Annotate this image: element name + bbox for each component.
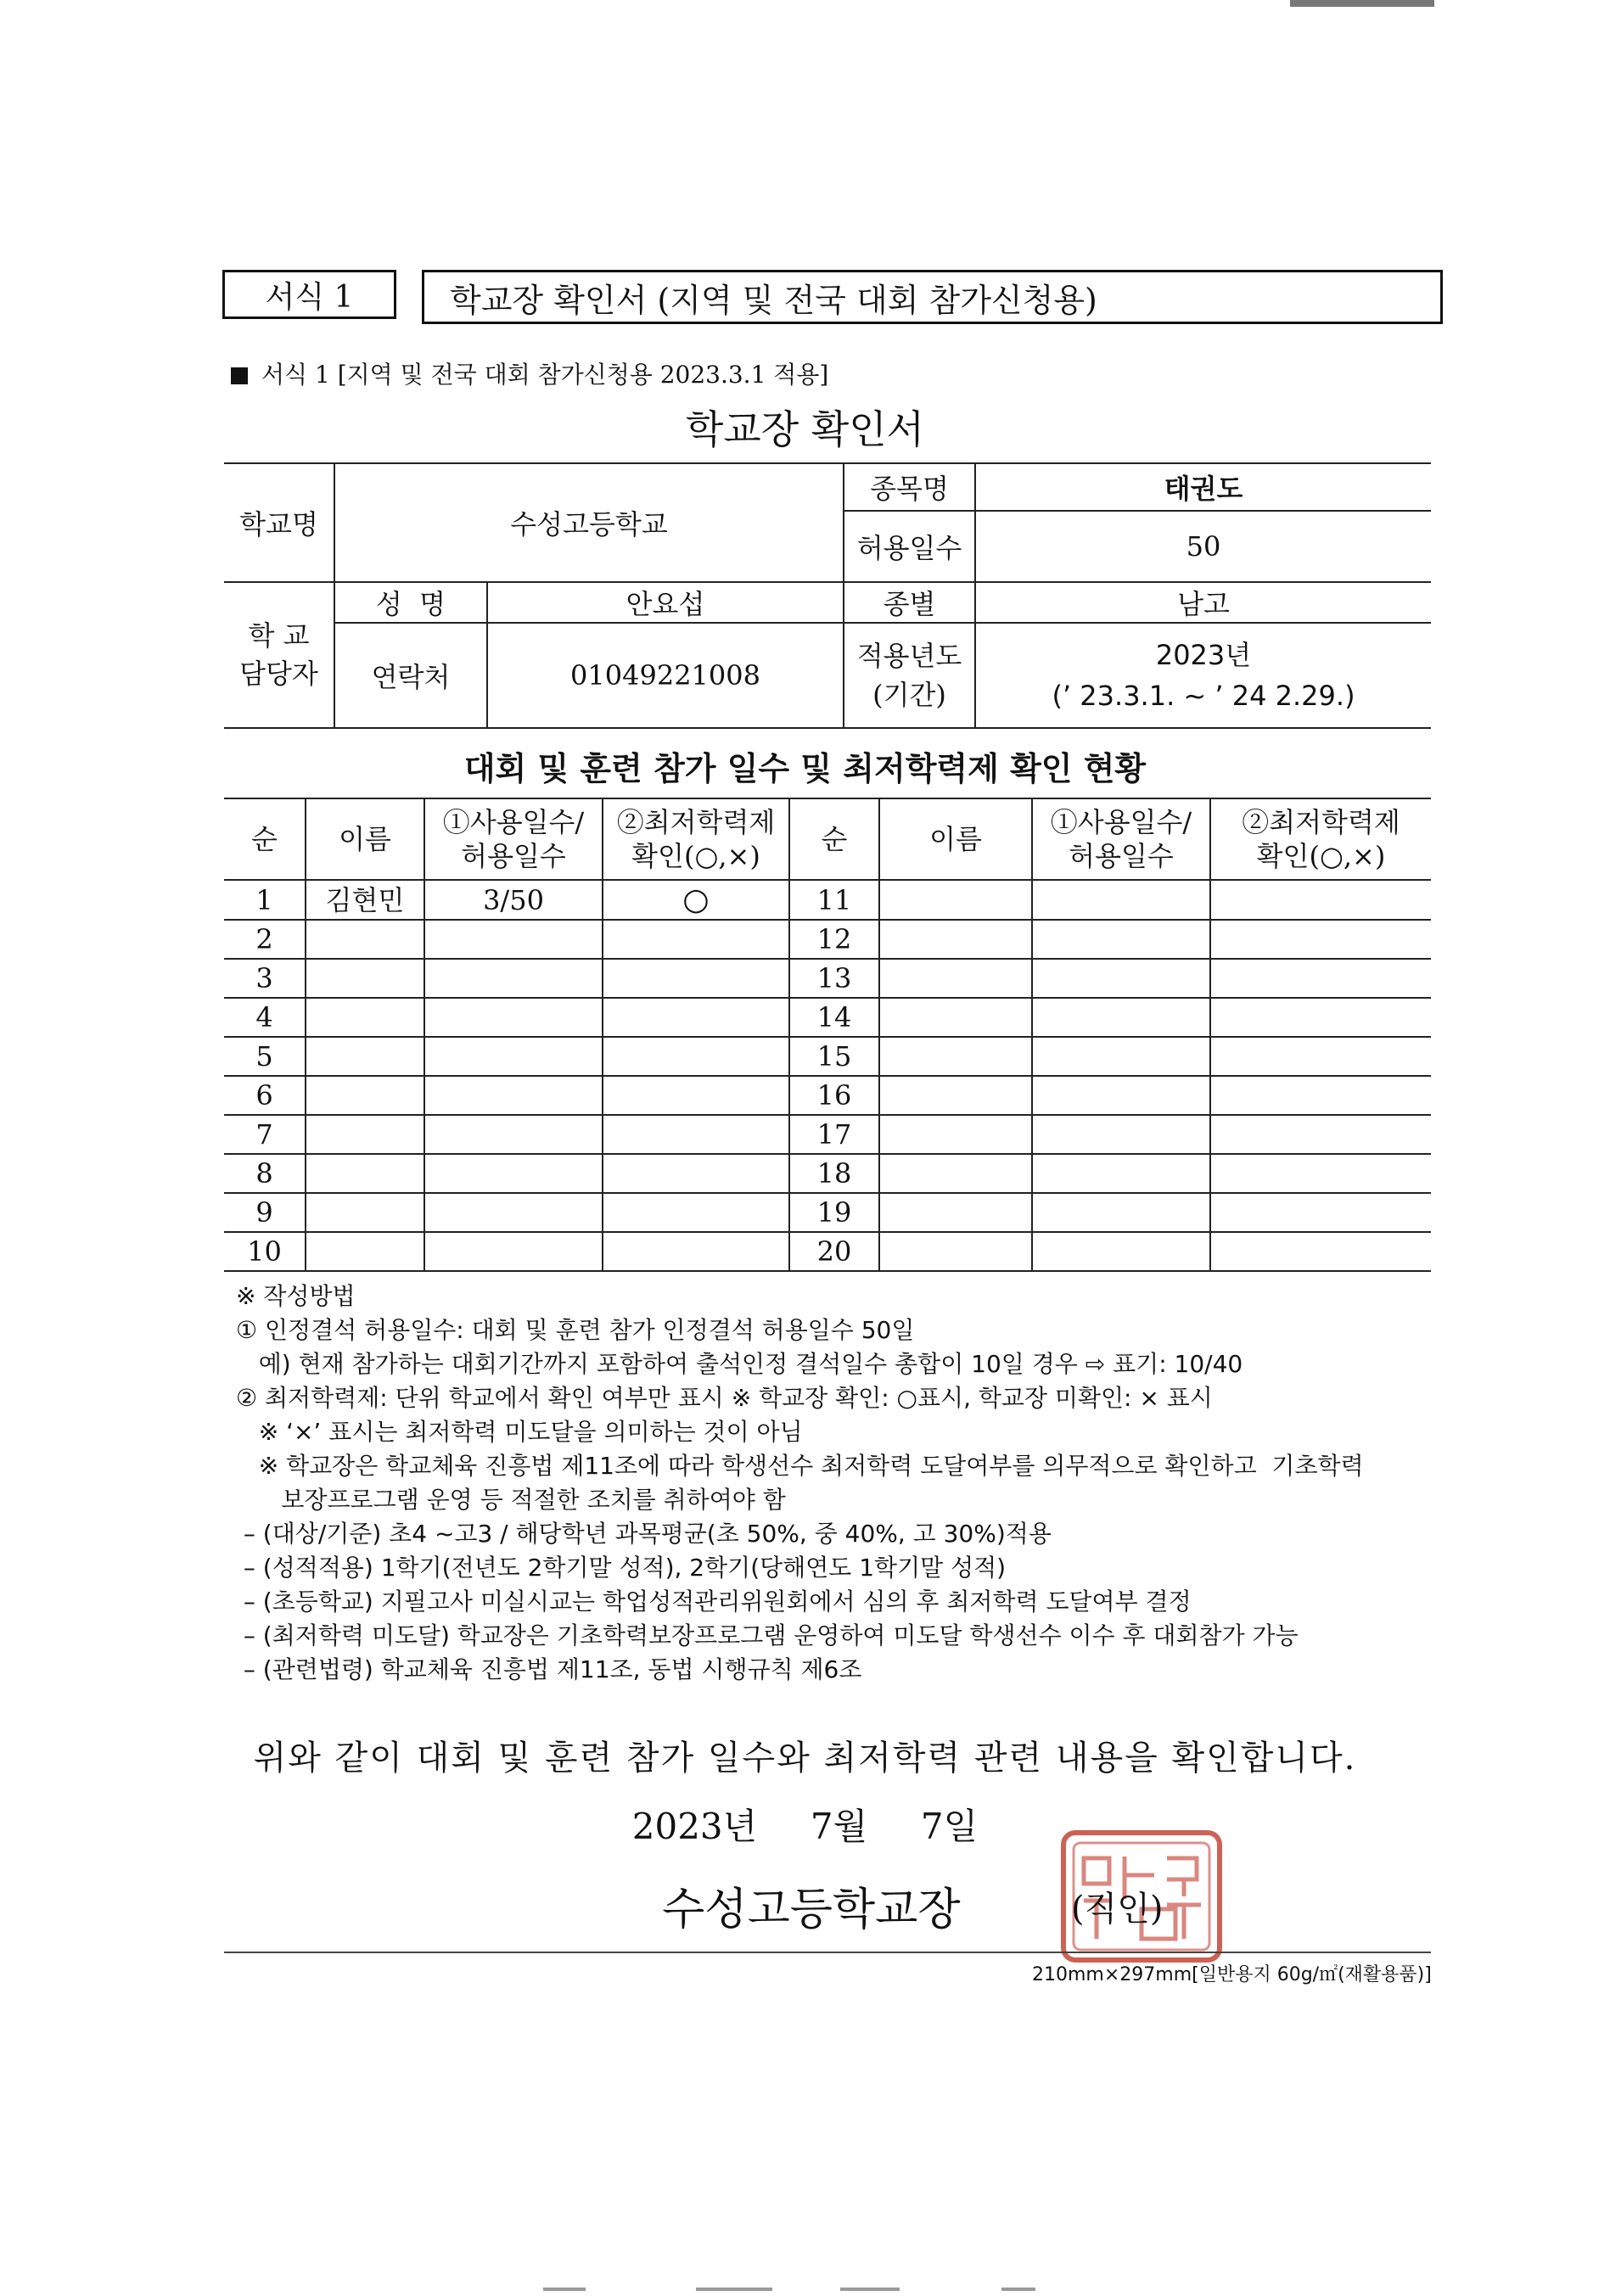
- section-title: 대회 및 훈련 참가 일수 및 최저학력제 확인 현황: [463, 749, 1147, 787]
- cell-n: 6: [224, 1076, 306, 1115]
- cell-name: [306, 1076, 424, 1115]
- cell-check: [1210, 1193, 1431, 1232]
- subheading: [231, 356, 828, 390]
- table-row: [224, 1232, 1431, 1271]
- period-value: (’ 23.3.1. ~ ’ 24 2.29.): [1052, 680, 1355, 712]
- cell-n: 7: [224, 1115, 306, 1154]
- cell-name: [879, 1037, 1032, 1076]
- cell-check: [603, 1232, 789, 1271]
- page-title: 학교장 확인서: [685, 406, 925, 452]
- cell-check: [1210, 1232, 1431, 1271]
- table-row: [224, 1193, 1431, 1232]
- school-name: 수성고등학교: [334, 463, 844, 582]
- cell-n: 18: [789, 1154, 879, 1193]
- table-row: [224, 1154, 1431, 1193]
- paper-spec: 210mm×297mm[일반용지 60g/㎡(재활용품)]: [1032, 1964, 1432, 1985]
- cell-days: [424, 1076, 603, 1115]
- cell-name: [306, 1154, 424, 1193]
- table-row: [224, 920, 1431, 959]
- header-seq: 순: [224, 798, 306, 880]
- instruction-line: ① 인정결석 허용일수: 대회 및 훈련 참가 인정결석 허용일수 50일: [236, 1316, 915, 1344]
- cell-name: [879, 998, 1032, 1037]
- type-value: 남고: [975, 582, 1431, 623]
- instruction-line: 보장프로그램 운영 등 적절한 조치를 취하여야 함: [236, 1486, 786, 1514]
- scan-mark: [543, 2288, 586, 2291]
- cell-n: 5: [224, 1037, 306, 1076]
- cell-days: [424, 959, 603, 998]
- cell-n: 14: [789, 998, 879, 1037]
- cell-check: [603, 1037, 789, 1076]
- cell-check: [603, 1115, 789, 1154]
- cell-n: 4: [224, 998, 306, 1037]
- cell-name: [306, 998, 424, 1037]
- issue-date: 2023년 7월 7일: [631, 1806, 979, 1847]
- cell-n: 1: [224, 880, 306, 920]
- table-row: [224, 1037, 1431, 1076]
- cell-name: [879, 1232, 1032, 1271]
- cell-n: 16: [789, 1076, 879, 1115]
- footer-divider: [224, 1952, 1431, 1953]
- header-days: ①사용일수/ 허용일수: [424, 798, 603, 880]
- cell-name: [306, 959, 424, 998]
- allowed-days-label: 허용일수: [844, 511, 975, 582]
- cell-days: [1032, 1154, 1210, 1193]
- table-row: [224, 1076, 1431, 1115]
- instruction-line: ※ 작성방법: [236, 1282, 356, 1310]
- cell-days: [424, 1154, 603, 1193]
- cell-check: ○: [603, 880, 789, 920]
- cell-name: [879, 1154, 1032, 1193]
- cell-name: [879, 1076, 1032, 1115]
- school-label: 학교명: [224, 463, 334, 582]
- cell-name: [879, 959, 1032, 998]
- cell-name: [879, 880, 1032, 920]
- sport-label: 종목명: [844, 463, 975, 511]
- cell-days: [1032, 1232, 1210, 1271]
- cell-n: 19: [789, 1193, 879, 1232]
- seal-label: (직인): [1071, 1890, 1164, 1929]
- cell-days: [424, 1037, 603, 1076]
- header-check: ②최저학력제 확인(○,×): [603, 798, 789, 880]
- cell-check: [603, 1076, 789, 1115]
- cell-check: [603, 959, 789, 998]
- square-bullet-icon: [231, 367, 248, 384]
- cell-n: 11: [789, 880, 879, 920]
- cell-n: 10: [224, 1232, 306, 1271]
- cell-days: [424, 1115, 603, 1154]
- confirmation-text: 위와 같이 대회 및 훈련 참가 일수와 최저학력 관련 내용을 확인합니다.: [253, 1739, 1357, 1778]
- cell-name: [306, 920, 424, 959]
- scan-mark: [696, 2288, 772, 2291]
- header-name: 이름: [879, 798, 1032, 880]
- scan-mark: [1290, 0, 1434, 7]
- scan-mark: [1001, 2288, 1035, 2291]
- cell-days: [1032, 1115, 1210, 1154]
- table-row: [224, 880, 1431, 920]
- cell-days: [424, 1232, 603, 1271]
- cell-days: [1032, 880, 1210, 920]
- sport-value: 태권도: [975, 463, 1431, 511]
- scan-mark: [840, 2288, 900, 2291]
- cell-n: 20: [789, 1232, 879, 1271]
- cell-n: 13: [789, 959, 879, 998]
- cell-days: [1032, 998, 1210, 1037]
- cell-n: 2: [224, 920, 306, 959]
- cell-check: [1210, 998, 1431, 1037]
- instruction-line: – (성적적용) 1학기(전년도 2학기말 성적), 2학기(당해연도 1학기말 성적): [236, 1554, 1007, 1582]
- instruction-line: ② 최저학력제: 단위 학교에서 확인 여부만 표시 ※ 학교장 확인: ○표시, 학교장 미확인: × 표시: [236, 1384, 1213, 1412]
- cell-days: [424, 920, 603, 959]
- cell-n: 3: [224, 959, 306, 998]
- cell-check: [1210, 959, 1431, 998]
- cell-check: [1210, 1076, 1431, 1115]
- year-label: 적용년도 (기간): [844, 623, 975, 728]
- header-check: ②최저학력제 확인(○,×): [1210, 798, 1431, 880]
- cell-days: [1032, 920, 1210, 959]
- cell-n: 15: [789, 1037, 879, 1076]
- form-title: 학교장 확인서 (지역 및 전국 대회 참가신청용): [422, 270, 1443, 324]
- cell-n: 8: [224, 1154, 306, 1193]
- cell-check: [1210, 1115, 1431, 1154]
- type-label: 종별: [844, 582, 975, 623]
- header-seq: 순: [789, 798, 879, 880]
- cell-check: [1210, 920, 1431, 959]
- cell-n: 12: [789, 920, 879, 959]
- manager-label: 학 교 담당자: [224, 582, 334, 728]
- instruction-line: ※ ‘×’ 표시는 최저학력 미도달을 의미하는 것이 아님: [236, 1418, 803, 1446]
- cell-name: [879, 920, 1032, 959]
- header-days: ①사용일수/ 허용일수: [1032, 798, 1210, 880]
- instruction-line: – (최저학력 미도달) 학교장은 기초학력보장프로그램 운영하여 미도달 학생선수 이수 후 대회참가 가능: [236, 1621, 1299, 1649]
- cell-check: [603, 1193, 789, 1232]
- contact-label: 연락처: [334, 623, 487, 728]
- instruction-line: – (초등학교) 지필고사 미실시교는 학업성적관리위원회에서 심의 후 최저학력 도달여부 결정: [236, 1588, 1192, 1616]
- cell-name: [306, 1193, 424, 1232]
- table-row: [224, 959, 1431, 998]
- cell-name: 김현민: [306, 880, 424, 920]
- cell-check: [603, 1154, 789, 1193]
- principal-name: 수성고등학교장: [662, 1884, 961, 1935]
- header-name: 이름: [306, 798, 424, 880]
- cell-days: [1032, 1076, 1210, 1115]
- info-table: [224, 462, 1431, 729]
- cell-name: [879, 1115, 1032, 1154]
- cell-check: [1210, 880, 1431, 920]
- contact-value: 01049221008: [487, 623, 844, 728]
- form-label: 서식 1: [222, 270, 396, 319]
- cell-days: [1032, 959, 1210, 998]
- cell-name: [306, 1232, 424, 1271]
- name-label: 성 명: [334, 582, 487, 623]
- allowed-days-value: 50: [975, 511, 1431, 582]
- cell-check: [1210, 1037, 1431, 1076]
- instruction-line: ※ 학교장은 학교체육 진흥법 제11조에 따라 학생선수 최저학력 도달여부를 의무적으로 확인하고 기초학력: [236, 1452, 1364, 1480]
- cell-check: [603, 920, 789, 959]
- cell-days: [424, 998, 603, 1037]
- instructions: [236, 1280, 1424, 1687]
- cell-name: [306, 1037, 424, 1076]
- year-cell: [975, 623, 1431, 728]
- manager-name: 안요섭: [487, 582, 844, 623]
- cell-n: 9: [224, 1193, 306, 1232]
- table-row: [224, 1115, 1431, 1154]
- cell-days: [1032, 1037, 1210, 1076]
- cell-days: [424, 1193, 603, 1232]
- cell-name: [879, 1193, 1032, 1232]
- instruction-line: – (대상/기준) 초4 ~고3 / 해당학년 과목평균(초 50%, 중 40%, 고 30%)적용: [236, 1520, 1052, 1548]
- cell-days: 3/50: [424, 880, 603, 920]
- cell-check: [1210, 1154, 1431, 1193]
- cell-name: [306, 1115, 424, 1154]
- instruction-line: 예) 현재 참가하는 대회기간까지 포함하여 출석인정 결석일수 총합이 10일 경우 ⇨ 표기: 10/40: [236, 1350, 1243, 1378]
- table-row: [224, 998, 1431, 1037]
- cell-n: 17: [789, 1115, 879, 1154]
- year-value: 2023년: [1155, 639, 1252, 671]
- instruction-line: – (관련법령) 학교체육 진흥법 제11조, 동법 시행규칙 제6조: [236, 1655, 862, 1683]
- participation-table: [224, 798, 1431, 1272]
- cell-days: [1032, 1193, 1210, 1232]
- subheading-text: 서식 1 [지역 및 전국 대회 참가신청용 2023.3.1 적용]: [261, 361, 829, 389]
- cell-check: [603, 998, 789, 1037]
